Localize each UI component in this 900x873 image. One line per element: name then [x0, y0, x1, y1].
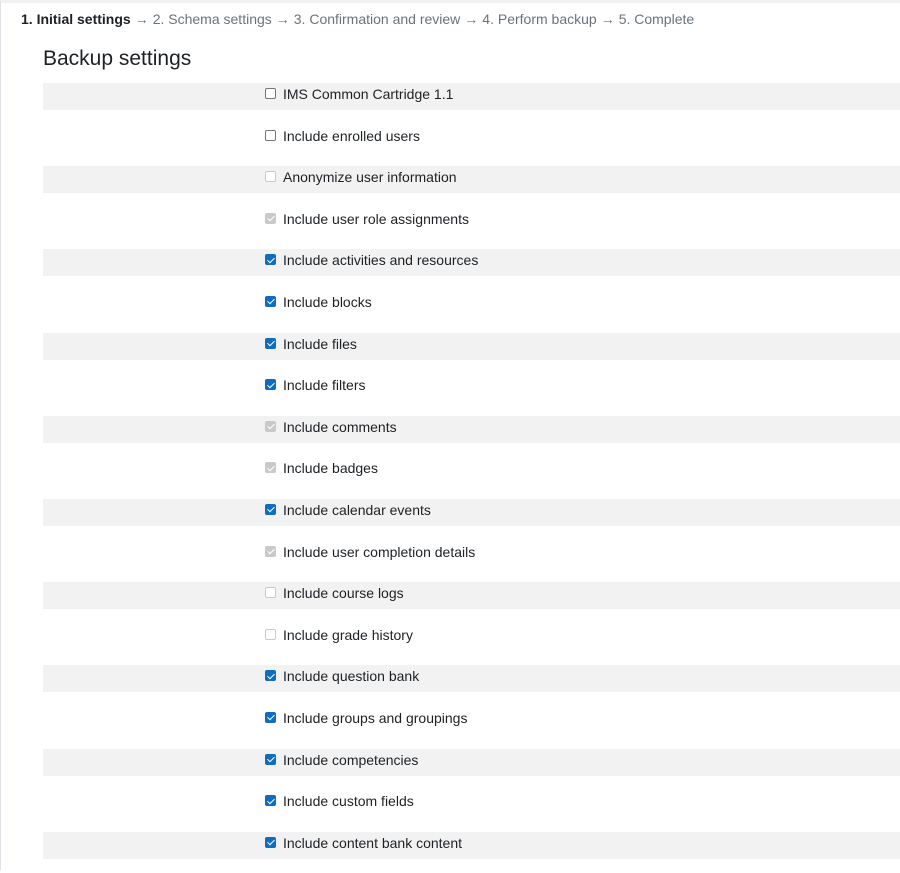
setting-label[interactable]: Include activities and resources	[283, 252, 479, 269]
setting-label[interactable]: Include question bank	[283, 668, 420, 685]
checkmark-icon	[267, 671, 275, 679]
checkbox-include-competencies[interactable]	[265, 754, 276, 765]
setting-label[interactable]: Include custom fields	[283, 793, 414, 810]
checkmark-icon	[267, 214, 275, 222]
checkbox-include-comments	[265, 421, 276, 432]
checkbox-include-question-bank[interactable]	[265, 670, 276, 681]
checkbox-anonymize-user-information	[265, 171, 276, 182]
backup-progress-bar	[21, 11, 694, 27]
setting-row	[43, 457, 900, 484]
setting-row	[43, 291, 900, 318]
checkmark-icon	[267, 297, 275, 305]
checkbox-include-user-completion-details	[265, 546, 276, 557]
checkmark-icon	[267, 838, 275, 846]
setting-label[interactable]: Include filters	[283, 377, 366, 394]
checkmark-icon	[267, 463, 275, 471]
setting-row	[43, 582, 900, 609]
setting-label: Include grade history	[283, 626, 413, 643]
setting-row	[43, 499, 900, 526]
section-title: Backup settings	[43, 47, 192, 70]
setting-row	[43, 624, 900, 651]
progress-arrow-icon: →	[134, 11, 149, 27]
progress-step-schema-settings: 2. Schema settings	[152, 11, 272, 27]
setting-label[interactable]: IMS Common Cartridge 1.1	[283, 86, 454, 102]
setting-row	[43, 541, 900, 568]
progress-step-initial-settings: 1. Initial settings	[21, 11, 131, 27]
checkbox-include-badges	[265, 462, 276, 473]
checkmark-icon	[267, 505, 275, 513]
setting-row	[43, 416, 900, 443]
checkbox-include-blocks[interactable]	[265, 296, 276, 307]
progress-step-perform-backup: 4. Perform backup	[482, 11, 597, 27]
setting-label[interactable]: Include enrolled users	[283, 127, 420, 144]
backup-settings-list	[43, 83, 900, 873]
checkbox-include-files[interactable]	[265, 338, 276, 349]
setting-label: Include user role assignments	[283, 210, 469, 227]
setting-row	[43, 749, 900, 776]
setting-row	[43, 790, 900, 817]
setting-row	[43, 166, 900, 193]
setting-row	[43, 333, 900, 360]
checkbox-include-groups-and-groupings[interactable]	[265, 712, 276, 723]
checkbox-include-content-bank-content[interactable]	[265, 837, 276, 848]
checkbox-ims-common-cartridge-1-1[interactable]	[265, 88, 276, 99]
setting-row	[43, 707, 900, 734]
setting-label[interactable]: Include blocks	[283, 293, 372, 310]
setting-label: Include user completion details	[283, 543, 476, 560]
checkbox-include-calendar-events[interactable]	[265, 504, 276, 515]
setting-label: Include course logs	[283, 585, 404, 602]
setting-row	[43, 832, 900, 859]
checkmark-icon	[267, 713, 275, 721]
setting-label: Include comments	[283, 418, 397, 435]
progress-step-confirmation-review: 3. Confirmation and review	[293, 11, 461, 27]
checkmark-icon	[267, 339, 275, 347]
setting-row	[43, 208, 900, 235]
checkbox-include-grade-history	[265, 629, 276, 640]
setting-label[interactable]: Include calendar events	[283, 501, 431, 518]
checkbox-include-user-role-assignments	[265, 213, 276, 224]
checkmark-icon	[267, 755, 275, 763]
progress-arrow-icon: →	[464, 11, 479, 27]
progress-step-complete: 5. Complete	[618, 11, 695, 27]
checkbox-include-custom-fields[interactable]	[265, 795, 276, 806]
checkbox-include-activities-and-resources[interactable]	[265, 254, 276, 265]
progress-arrow-icon: →	[600, 11, 615, 27]
setting-label[interactable]: Include competencies	[283, 751, 419, 768]
setting-row	[43, 374, 900, 401]
setting-label[interactable]: Include files	[283, 335, 357, 352]
setting-label[interactable]: Include content bank content	[283, 834, 463, 851]
checkmark-icon	[267, 255, 275, 263]
setting-row	[43, 83, 900, 110]
setting-row	[43, 125, 900, 152]
checkbox-include-enrolled-users[interactable]	[265, 130, 276, 141]
checkbox-include-filters[interactable]	[265, 379, 276, 390]
checkbox-include-course-logs	[265, 587, 276, 598]
checkmark-icon	[267, 422, 275, 430]
checkmark-icon	[267, 796, 275, 804]
setting-label: Include badges	[283, 460, 378, 477]
setting-label[interactable]: Include groups and groupings	[283, 709, 468, 726]
progress-arrow-icon: →	[275, 11, 290, 27]
checkmark-icon	[267, 547, 275, 555]
setting-row	[43, 249, 900, 276]
checkmark-icon	[267, 380, 275, 388]
setting-label: Anonymize user information	[283, 169, 457, 186]
setting-row	[43, 665, 900, 692]
